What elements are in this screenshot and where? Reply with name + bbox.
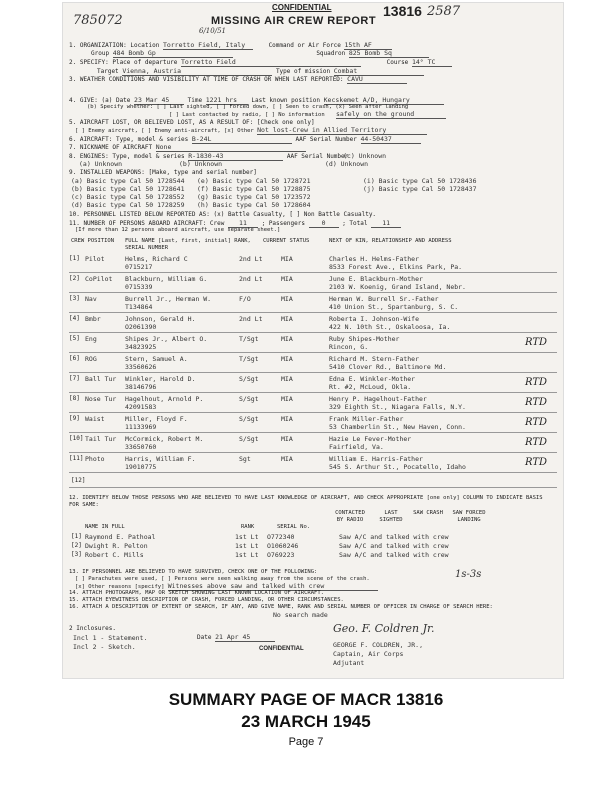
s3-weather: 3. WEATHER CONDITIONS AND VISIBILITY AT TIME OF CRASH OR WHEN LAST REPORTED: CAVU (69, 75, 407, 84)
crew-kin: Charles H. Helms-Father (329, 255, 420, 263)
crew-kin: Hazie Le Fever-Mother (329, 435, 412, 443)
hdr-full-name: FULL NAME [Last, first, initial] RANK, SERIAL NUMBER (125, 238, 251, 251)
crew-position: Pilot (85, 255, 105, 263)
crew-serial: 0715339 (125, 283, 153, 291)
witness-name: Robert C. Mills (85, 551, 144, 559)
s1-org: 1. ORGANIZATION: Location Torretto Field, Italy Command or Air Force 15th AF (69, 41, 392, 50)
hdr-next-of-kin: NEXT OF KIN, RELATIONSHIP AND ADDRESS (329, 238, 452, 244)
crew-name: Helms, Richard C (125, 255, 188, 263)
witness-serial: O769223 (267, 551, 295, 559)
handwritten-date: 6/10/51 (199, 27, 226, 35)
s7-nickname: 7. NICKNAME OF AIRCRAFT None (69, 143, 306, 152)
rtd-mark: RTD (525, 457, 548, 468)
row-divider (69, 352, 557, 353)
crew-rank: 2nd Lt (239, 315, 263, 323)
witness-num: [2] (71, 542, 82, 549)
witness-serial: O772340 (267, 533, 295, 541)
crew-status: MIA (281, 435, 293, 443)
crew-row-12: [12] (71, 477, 86, 484)
crew-serial: 33650760 (125, 443, 157, 451)
enclosure-date: Date 21 Apr 45 (197, 633, 275, 642)
crew-position: Ball Tur (85, 375, 117, 383)
s13-line1: [ ] Parachutes were used, [ ] Persons were seen walking away from the scene of the crash. (75, 576, 370, 582)
witness-rank: 1st Lt (235, 542, 259, 550)
crew-rank: 2nd Lt (239, 255, 263, 263)
crew-address: 329 Eighth St., Niagara Falls, N.Y. (329, 403, 466, 411)
s8-engine-c: (c) Unknown (343, 152, 387, 160)
s12-col-name: NAME IN FULL (85, 524, 125, 530)
crew-num: [10] (69, 435, 84, 442)
crew-serial: 11133969 (125, 423, 157, 431)
crew-address: 545 S. Arthur St., Pocatello, Idaho (329, 463, 466, 471)
crew-rank: T/Sgt (239, 355, 259, 363)
doc-number: 785072 (73, 13, 123, 28)
signer-name: GEORGE F. COLDREN, JR., (333, 641, 424, 649)
weapon-e: (e) Basic type Cal 50 1728721 (197, 177, 311, 185)
caption-title: SUMMARY PAGE OF MACR 13816 (168, 690, 444, 709)
crew-position: ROG (85, 355, 97, 363)
crew-address: 5410 Clover Rd., Baltimore Md. (329, 363, 447, 371)
s12-col-forced: SAW FORCED LANDING (452, 510, 486, 523)
crew-name: Shipes Jr., Albert O. (125, 335, 208, 343)
crew-serial: 0715217 (125, 263, 153, 271)
row-divider (69, 272, 557, 273)
crew-rank: S/Sgt (239, 375, 259, 383)
row-divider (69, 472, 557, 473)
enclosure-1: Incl 1 - Statement. (73, 634, 148, 642)
macr-number: 13816 (383, 3, 422, 19)
s12-col-serial: SERIAL No. (277, 524, 311, 530)
crew-address: Rincon, G. (329, 343, 369, 351)
s8-engine-b: (b) Unknown (179, 160, 223, 168)
crew-kin: Frank Miller-Father (329, 415, 404, 423)
crew-name: Stern, Samuel A. (125, 355, 188, 363)
crew-status: MIA (281, 415, 293, 423)
enclosures-label: 2 Inclosures. (69, 625, 116, 632)
weapon-f: (f) Basic type Cal 50 1728875 (197, 185, 311, 193)
crew-name: Burrell Jr., Herman W. (125, 295, 212, 303)
s5-cause: 5. AIRCRAFT LOST, OR BELIEVED LOST, AS A RESULT OF: [Check one only] (69, 119, 315, 126)
crew-status: MIA (281, 295, 293, 303)
witness-name: Raymond E. Pathoal (85, 533, 156, 541)
crew-num: [11] (69, 455, 84, 462)
crew-status: MIA (281, 355, 293, 363)
s15-eyewitness: 15. ATTACH EYEWITNESS DESCRIPTION OF CRASH, FORCED LANDING, OR OTHER CIRCUMSTANCES. (69, 597, 344, 603)
crew-name: Johnson, Gerald H. (125, 315, 196, 323)
crew-status: MIA (281, 375, 293, 383)
row-divider (69, 392, 557, 393)
crew-position: CoPilot (85, 275, 113, 283)
crew-serial: 34823925 (125, 343, 157, 351)
weapon-c: (c) Basic type Cal 50 1728552 (71, 193, 185, 201)
s12-col-saw: SAW CRASH (413, 510, 443, 516)
crew-position: Bmbr (85, 315, 101, 323)
s5-options: [ ] Enemy aircraft, [ ] Enemy anti-aircraft, [x] Other Not lost-Crew in Allied Territory (75, 127, 427, 135)
witness-rank: 1st Lt (235, 551, 259, 559)
crew-address: 410 Union St., Spartanburg, S. C. (329, 303, 459, 311)
signature: Geo. F. Coldren Jr. (333, 622, 435, 635)
s6-aircraft: 6. AIRCRAFT: Type, model & series B-24L AAF Serial Number 44-50437 (69, 135, 421, 144)
signer-rank: Captain, Air Corps (333, 650, 404, 658)
s12-col-contacted: CONTACTED BY RADIO (335, 510, 365, 523)
macr-form (62, 2, 564, 679)
crew-num: [2] (69, 275, 80, 282)
crew-num: [6] (69, 355, 80, 362)
weapon-g: (g) Basic type Cal 50 1723572 (197, 193, 311, 201)
row-divider (69, 432, 557, 433)
crew-kin: Edna E. Winkler-Mother (329, 375, 416, 383)
weapon-a: (a) Basic type Cal 50 1728544 (71, 177, 185, 185)
s8-engines: 8. ENGINES: Type, model & series R-1830-43 AAF Serial Number (69, 152, 349, 160)
crew-serial: 42091583 (125, 403, 157, 411)
crew-kin: June E. Blackburn-Mother (329, 275, 423, 283)
witness-note: Saw A/C and talked with crew (339, 542, 449, 550)
crew-serial: 38146796 (125, 383, 157, 391)
crew-status: MIA (281, 255, 293, 263)
handwritten-number: 2587 (427, 4, 461, 19)
witness-num: [1] (71, 533, 82, 540)
crew-kin: William E. Harris-Father (329, 455, 423, 463)
weapon-i: (i) Basic type Cal 50 1728436 (363, 177, 477, 185)
s16-search: 16. ATTACH A DESCRIPTION OF EXTENT OF SEARCH, IF ANY, AND GIVE NAME, RANK AND SERIAL NUMBER OF OFFICER IN CHARGE OF SEARCH HERE: (69, 604, 493, 610)
crew-kin: Henry P. Hagelhout-Father (329, 395, 427, 403)
crew-name: Blackburn, William G. (125, 275, 208, 283)
s11-note: [If more than 12 persons aboard aircraft, use separate sheet.] (75, 227, 281, 233)
witness-rank: 1st Lt (235, 533, 259, 541)
crew-address: 8533 Forest Ave., Elkins Park, Pa. (329, 263, 463, 271)
rtd-mark: RTD (525, 397, 548, 408)
crew-address: Rt. #2, McLoud, Okla. (329, 383, 412, 391)
crew-position: Nav (85, 295, 97, 303)
s13-survived: 13. IF PERSONNEL ARE BELIEVED TO HAVE SURVIVED, CHECK ONE OF THE FOLLOWING: (69, 569, 318, 575)
crew-address: 2103 W. Koenig, Grand Island, Nebr. (329, 283, 466, 291)
row-divider (69, 332, 557, 333)
crew-rank: Sgt (239, 455, 251, 463)
weapon-d: (d) Basic type Cal 50 1728259 (71, 201, 185, 209)
signer-title: Adjutant (333, 659, 365, 667)
caption-page: Page 7 (288, 736, 324, 748)
weapon-j: (j) Basic type Cal 50 1728437 (363, 185, 477, 193)
witness-note: Saw A/C and talked with crew (339, 533, 449, 541)
crew-kin: Herman W. Burrell Sr.-Father (329, 295, 439, 303)
crew-rank: T/Sgt (239, 335, 259, 343)
crew-kin: Roberta I. Johnson-Wife (329, 315, 420, 323)
crew-serial: T134864 (125, 303, 153, 311)
crew-rank: S/Sgt (239, 415, 259, 423)
crew-name: Hagelhout, Arnold P. (125, 395, 204, 403)
row-divider (69, 372, 557, 373)
crew-serial: 19010775 (125, 463, 157, 471)
crew-kin: Richard M. Stern-Father (329, 355, 420, 363)
witness-name: Dwight R. Pelton (85, 542, 148, 550)
s12-identify: 12. IDENTIFY BELOW THOSE PERSONS WHO ARE BELIEVED TO HAVE LAST KNOWLEDGE OF AIRCRAFT, AND CHECK APPROPRIATE [one only] COLUMN TO INDICATE BASIS FOR SAME: (69, 495, 543, 508)
witness-note: Saw A/C and talked with crew (339, 551, 449, 559)
rtd-mark: RTD (525, 417, 548, 428)
form-title: MISSING AIR CREW REPORT (211, 15, 377, 27)
s10-personnel: 10. PERSONNEL LISTED BELOW REPORTED AS: (x) Battle Casualty, [ ] Non Battle Casualty. (69, 211, 377, 218)
s8-engine-a: (a) Unknown (79, 160, 123, 168)
crew-name: Miller, Floyd F. (125, 415, 188, 423)
witness-num: [3] (71, 551, 82, 558)
s4-give: 4. GIVE: (a) Date 23 Mar 45 Time 1221 hrs Last known position Kecskemet A/D, Hungary (69, 96, 444, 105)
handwritten-misc: 1s-3s (455, 569, 482, 580)
hdr-crew-position: CREW POSITION (71, 238, 115, 244)
footer-classification: CONFIDENTIAL (259, 646, 304, 652)
s1-group: Group 484 Bomb Gp Squadron 825 Bomb Sq (91, 49, 429, 58)
s8-engine-d: (d) Unknown (325, 160, 369, 168)
row-divider (69, 312, 557, 313)
caption-date: 23 MARCH 1945 (241, 712, 371, 731)
s2-departure: 2. SPECIFY: Place of departure Torretto Field Course 14° TC (69, 58, 452, 67)
crew-position: Tail Tur (85, 435, 117, 443)
row-divider (69, 292, 557, 293)
crew-rank: F/O (239, 295, 251, 303)
crew-status: MIA (281, 335, 293, 343)
classification-header: CONFIDENTIAL (272, 3, 332, 12)
crew-kin: Ruby Shipes-Mother (329, 335, 400, 343)
weapon-b: (b) Basic type Cal 50 1728641 (71, 185, 185, 193)
s9-weapons-label: 9. INSTALLED WEAPONS: [Make, type and serial number] (69, 169, 257, 176)
rtd-mark: RTD (525, 377, 548, 388)
crew-num: [9] (69, 415, 80, 422)
crew-position: Waist (85, 415, 105, 423)
s11-persons: 11. NUMBER OF PERSONS ABOARD AIRCRAFT: Crew 11 ; Passengers 0 ; Total 11 (69, 219, 401, 228)
crew-position: Nose Tur (85, 395, 117, 403)
crew-address: 422 N. 10th St., Oskaloosa, Ia. (329, 323, 451, 331)
weapon-h: (h) Basic type Cal 50 1728604 (197, 201, 311, 209)
crew-rank: 2nd Lt (239, 275, 263, 283)
s13-line2: [x] Other reasons [specify] Witnesses above saw and talked with crew (75, 583, 378, 591)
s12-col-last: LAST SIGHTED (379, 510, 403, 523)
s16-value: No search made (273, 611, 328, 619)
crew-num: [3] (69, 295, 80, 302)
rtd-mark: RTD (525, 337, 548, 348)
s2-target: Target Vienna, Austria Type of mission Combat (97, 67, 424, 76)
crew-position: Photo (85, 455, 105, 463)
crew-address: Fairfield, Va. (329, 443, 384, 451)
crew-num: [4] (69, 315, 80, 322)
witness-serial: O1060246 (267, 542, 299, 550)
crew-status: MIA (281, 395, 293, 403)
crew-status: MIA (281, 455, 293, 463)
row-divider (69, 452, 557, 453)
s12-col-rank: RANK (241, 524, 255, 530)
rtd-mark: RTD (525, 437, 548, 448)
crew-name: Winkler, Harold D. (125, 375, 196, 383)
crew-position: Eng (85, 335, 97, 343)
s4-radio: [ ] Last contacted by radio, [ ] No information safely on the ground (169, 111, 446, 119)
crew-name: McCormick, Robert M. (125, 435, 204, 443)
enclosure-2: Incl 2 - Sketch. (73, 643, 136, 651)
s4-specify: (b) Specify whether: [ ] Last sighted, [ ] Forced down, [ ] Seen to crash, (x) Seen after landing (87, 104, 409, 110)
crew-num: [7] (69, 375, 80, 382)
crew-status: MIA (281, 275, 293, 283)
hdr-status: CURRENT STATUS (263, 238, 310, 244)
crew-status: MIA (281, 315, 293, 323)
crew-serial: O2061390 (125, 323, 157, 331)
row-divider (69, 412, 557, 413)
s14-photo: 14. ATTACH PHOTOGRAPH, MAP OR SKETCH SHOWING LAST KNOWN LOCATION OF AIRCRAFT. (69, 590, 324, 596)
crew-num: [1] (69, 255, 80, 262)
crew-num: [5] (69, 335, 80, 342)
crew-rank: S/Sgt (239, 435, 259, 443)
crew-address: 53 Chamberlin St., New Haven, Conn. (329, 423, 466, 431)
crew-name: Harris, William F. (125, 455, 196, 463)
crew-serial: 33560626 (125, 363, 157, 371)
crew-num: [8] (69, 395, 80, 402)
crew-rank: S/Sgt (239, 395, 259, 403)
